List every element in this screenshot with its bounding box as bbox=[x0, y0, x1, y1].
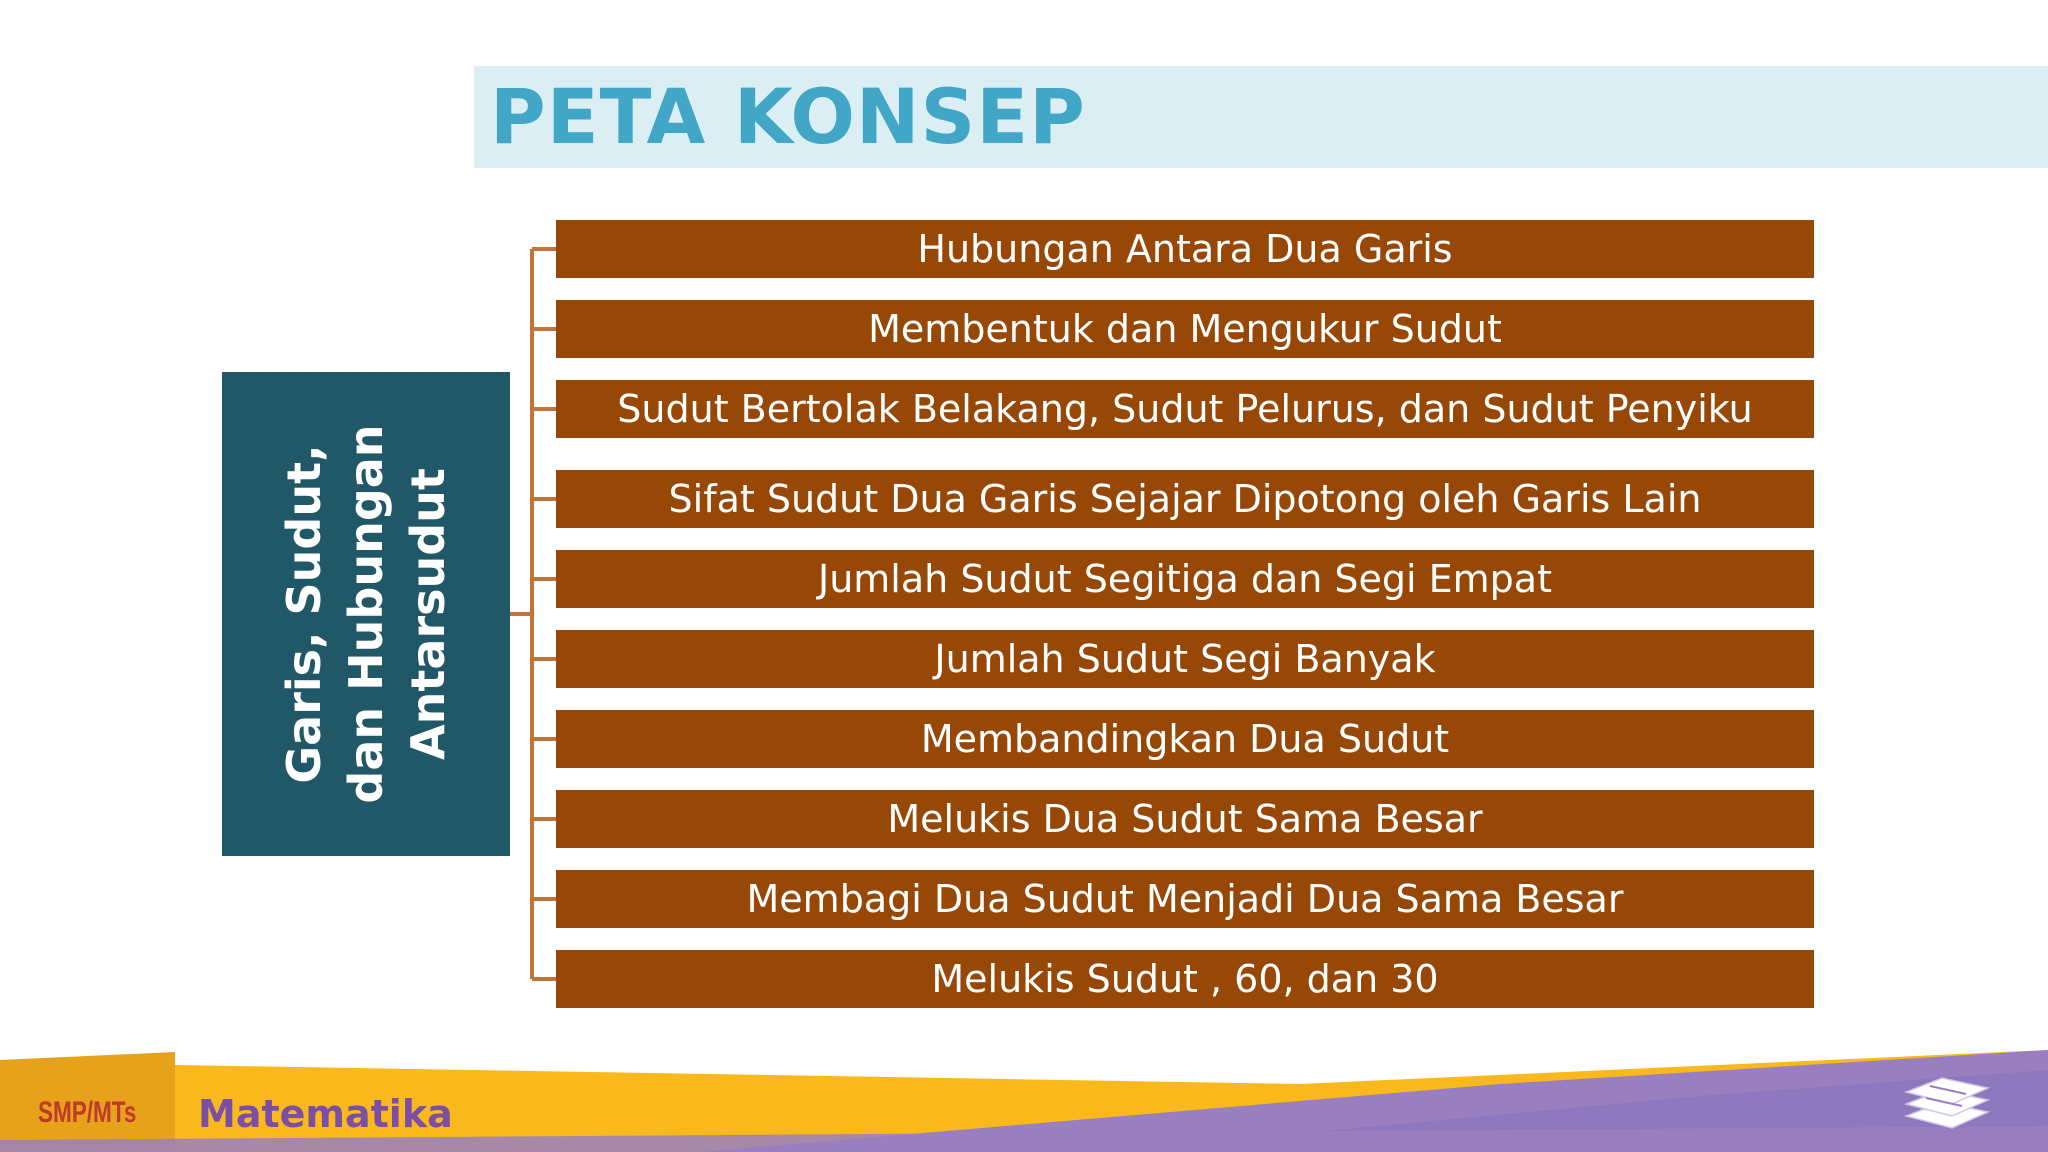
connector-bracket bbox=[510, 240, 558, 982]
topic-box-6: Jumlah Sudut Segi Banyak bbox=[556, 630, 1814, 688]
main-topic-label: Garis, Sudut, dan Hubungan Antarsudut bbox=[277, 424, 455, 804]
footer-subject-label: Matematika bbox=[198, 1092, 453, 1136]
topic-box-3: Sudut Bertolak Belakang, Sudut Pelurus, dan Sudut Penyiku bbox=[556, 380, 1814, 438]
footer-level-label: SMP/MTs bbox=[38, 1096, 137, 1129]
topic-box-10: Melukis Sudut , 60, dan 30 bbox=[556, 950, 1814, 1008]
main-topic-box bbox=[222, 372, 510, 856]
page-title: PETA KONSEP bbox=[490, 72, 1086, 161]
topic-list bbox=[556, 220, 1814, 1008]
topic-box-7: Membandingkan Dua Sudut bbox=[556, 710, 1814, 768]
topic-box-5: Jumlah Sudut Segitiga dan Segi Empat bbox=[556, 550, 1814, 608]
topic-box-9: Membagi Dua Sudut Menjadi Dua Sama Besar bbox=[556, 870, 1814, 928]
topic-box-2: Membentuk dan Mengukur Sudut bbox=[556, 300, 1814, 358]
topic-box-8: Melukis Dua Sudut Sama Besar bbox=[556, 790, 1814, 848]
footer-banner bbox=[0, 1040, 2048, 1152]
topic-box-4: Sifat Sudut Dua Garis Sejajar Dipotong oleh Garis Lain bbox=[556, 470, 1814, 528]
topic-box-1: Hubungan Antara Dua Garis bbox=[556, 220, 1814, 278]
title-band bbox=[474, 66, 2048, 168]
book-stack-icon bbox=[1900, 1072, 1992, 1134]
